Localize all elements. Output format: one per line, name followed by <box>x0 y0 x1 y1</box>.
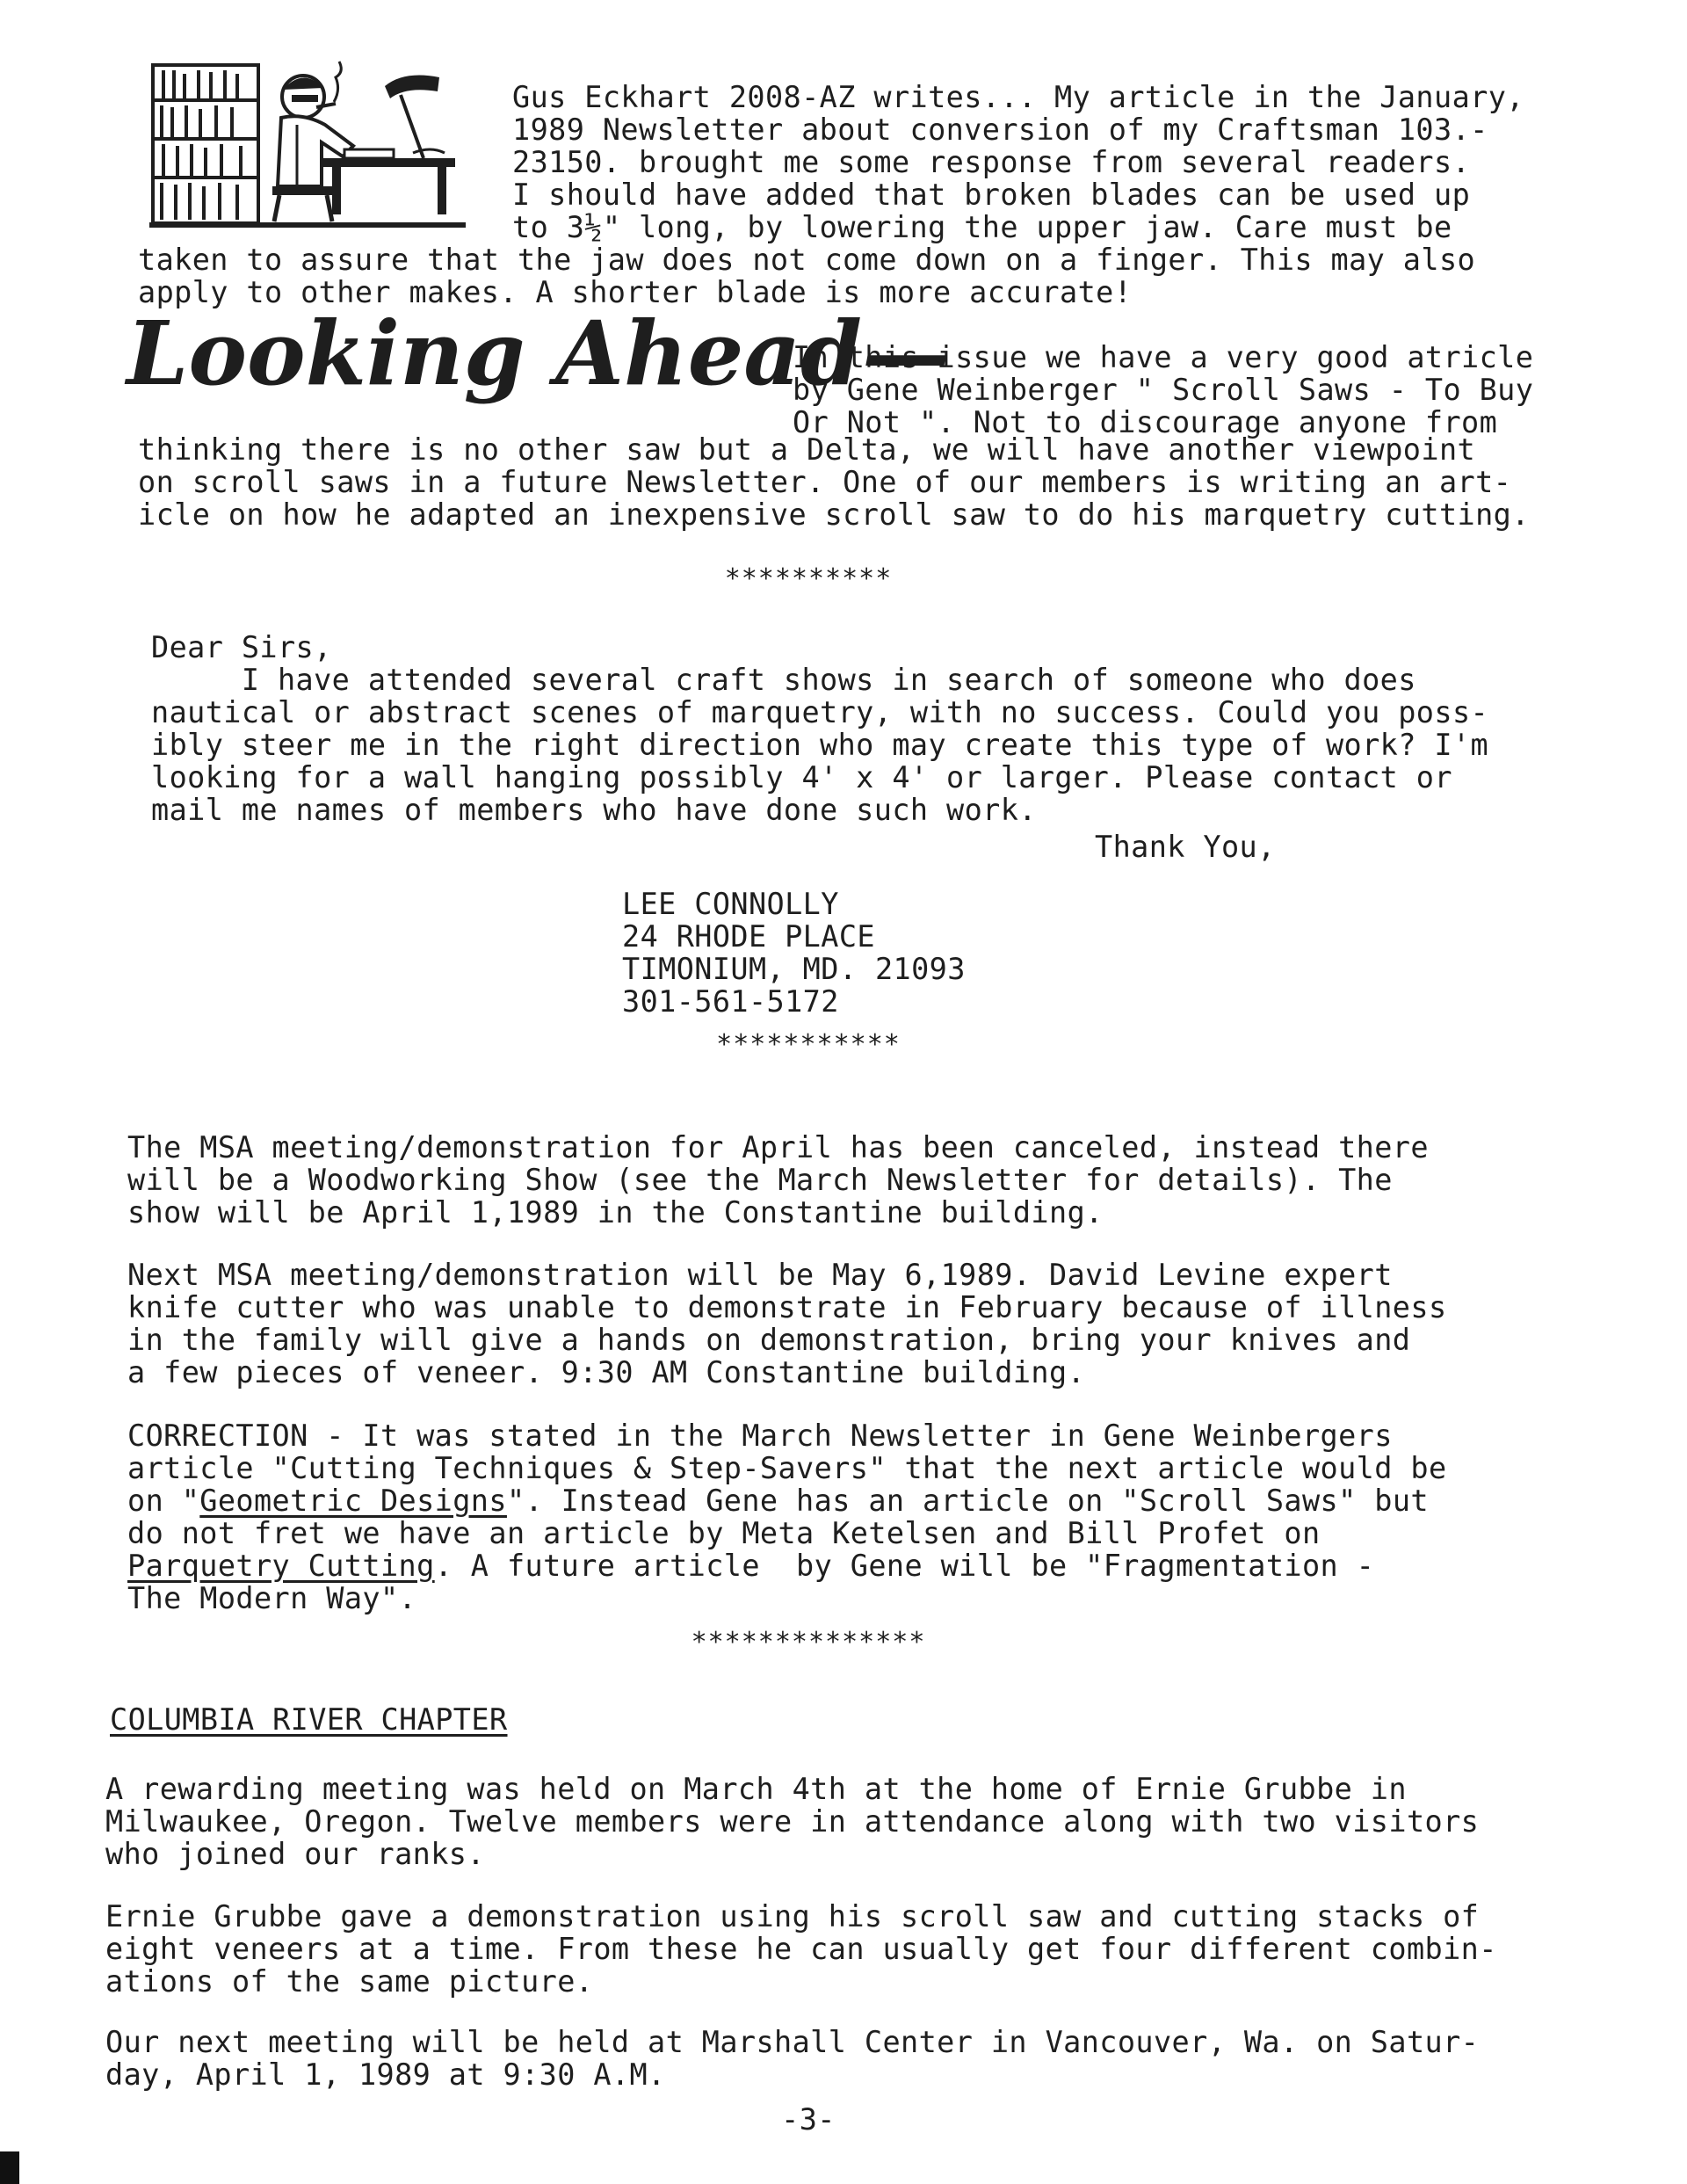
text-line: Our next meeting will be held at Marshall Center in Vancouver, Wa. on Satur- <box>105 2025 1480 2059</box>
text-line: I should have added that broken blades can be used up <box>512 178 1471 212</box>
geometric-designs-title: Geometric Designs <box>199 1484 507 1518</box>
columbia-heading: COLUMBIA RIVER CHAPTER <box>110 1702 508 1737</box>
text-line: apply to other makes. A shorter blade is more accurate! <box>138 275 1133 309</box>
text-line: The Modern Way". <box>127 1581 417 1615</box>
text-line: 1989 Newsletter about conversion of my Craftsman 103.- <box>512 112 1488 147</box>
columbia-paragraph-2 <box>105 1900 1497 1998</box>
text-line: article "Cutting Techniques & Step-Savers" that the next article would be <box>127 1451 1447 1485</box>
letter <box>151 631 1488 826</box>
text-line: to 3½" long, by lowering the upper jaw. Care must be <box>512 210 1452 244</box>
letter-closing: Thank You, <box>1095 830 1276 864</box>
text-line: taken to assure that the jaw does not come down on a finger. This may also <box>138 243 1476 277</box>
text-line: knife cutter who was unable to demonstrate in February because of illness <box>127 1290 1447 1324</box>
text-line: Gus Eckhart 2008-AZ writes... My article in the January, <box>512 80 1524 114</box>
text-line: icle on how he adapted an inexpensive scroll saw to do his marquetry cutting. <box>138 497 1530 532</box>
text-line: looking for a wall hanging possibly 4' x 4' or larger. Please contact or <box>151 760 1452 795</box>
correction-paragraph <box>127 1419 1447 1614</box>
text-line: nautical or abstract scenes of marquetry, with no success. Could you poss- <box>151 695 1489 729</box>
looking-ahead-paragraph-right <box>793 341 1533 439</box>
text-line: on scroll saws in a future Newsletter. One of our members is writing an art- <box>138 465 1512 499</box>
intro-paragraph-bottom <box>138 243 1475 308</box>
parquetry-cutting-title: Parquetry Cutting <box>127 1549 435 1583</box>
text-line: Or Not ". Not to discourage anyone from <box>793 405 1498 439</box>
msa-next-meeting-paragraph <box>127 1259 1447 1389</box>
looking-ahead-heading <box>123 301 951 409</box>
signature-street: 24 RHODE PLACE <box>622 919 875 954</box>
columbia-paragraph-3 <box>105 2026 1479 2091</box>
svg-text:Looking Ahead—: Looking Ahead— <box>127 301 951 405</box>
writer-at-desk-illustration <box>149 54 466 230</box>
text-line: eight veneers at a time. From these he can usually get four different combin- <box>105 1932 1497 1966</box>
letter-signature <box>622 888 966 1018</box>
text-line: thinking there is no other saw but a Delta, we will have another viewpoint <box>138 432 1476 467</box>
text-line: I have attended several craft shows in search of someone who does <box>151 663 1416 697</box>
page-number: -3- <box>781 2102 836 2137</box>
text-line: Parquetry Cutting. A future article by Gene will be "Fragmentation - <box>127 1549 1375 1583</box>
text-line: do not fret we have an article by Meta Ketelsen and Bill Profet on <box>127 1516 1321 1550</box>
text-line: who joined our ranks. <box>105 1837 485 1871</box>
text-line: Next MSA meeting/demonstration will be May 6,1989. David Levine expert <box>127 1258 1393 1292</box>
looking-ahead-paragraph-bottom <box>138 433 1530 531</box>
text-line: The MSA meeting/demonstration for April has been canceled, instead there <box>127 1130 1429 1165</box>
separator-2: *********** <box>716 1029 901 1060</box>
text-line: ibly steer me in the right direction who may create this type of work? I'm <box>151 728 1489 762</box>
intro-paragraph-top <box>512 81 1524 243</box>
separator-3: ************** <box>691 1627 926 1658</box>
text-line: 23150. brought me some response from several readers. <box>512 145 1471 179</box>
text-line: In this issue we have a very good atricle <box>793 340 1534 374</box>
text-line: on "Geometric Designs". Instead Gene has an article on "Scroll Saws" but <box>127 1484 1429 1518</box>
msa-meeting-paragraph <box>127 1131 1429 1229</box>
text-line: in the family will give a hands on demonstration, bring your knives and <box>127 1323 1411 1357</box>
text-line: mail me names of members who have done such work. <box>151 793 1037 827</box>
text-line: A rewarding meeting was held on March 4th at the home of Ernie Grubbe in <box>105 1772 1407 1806</box>
scan-edge-mark <box>0 2151 19 2184</box>
columbia-paragraph-1 <box>105 1773 1479 1870</box>
letter-salutation: Dear Sirs, <box>151 630 332 664</box>
text-line: by Gene Weinberger " Scroll Saws - To Buy <box>793 373 1534 407</box>
text-line: day, April 1, 1989 at 9:30 A.M. <box>105 2057 666 2092</box>
text-line: ations of the same picture. <box>105 1964 594 1999</box>
signature-city: TIMONIUM, MD. 21093 <box>622 952 966 986</box>
text-line: Milwaukee, Oregon. Twelve members were in attendance along with two visitors <box>105 1804 1480 1839</box>
signature-name: LEE CONNOLLY <box>622 887 839 921</box>
text-line: Ernie Grubbe gave a demonstration using his scroll saw and cutting stacks of <box>105 1899 1480 1934</box>
text-line: CORRECTION - It was stated in the March Newsletter in Gene Weinbergers <box>127 1419 1393 1453</box>
signature-phone: 301-561-5172 <box>622 984 839 1019</box>
text-line: will be a Woodworking Show (see the March Newsletter for details). The <box>127 1163 1393 1197</box>
separator-1: ********** <box>724 563 893 594</box>
text-line: show will be April 1,1989 in the Constantine building. <box>127 1195 1104 1230</box>
text-line: a few pieces of veneer. 9:30 AM Constantine building. <box>127 1355 1086 1389</box>
